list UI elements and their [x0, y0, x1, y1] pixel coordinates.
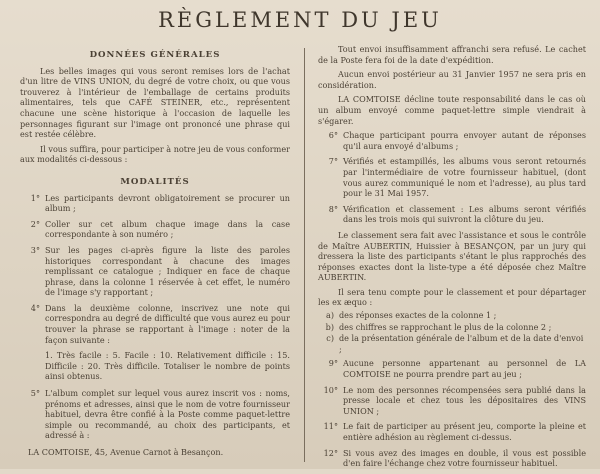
- rule-number: 3°: [30, 244, 40, 255]
- rule-item-8: [318, 204, 586, 225]
- rule-item-11: [318, 421, 586, 442]
- rule-item-10: [318, 385, 586, 417]
- rule-item-4: [20, 303, 290, 345]
- criterion-text: des réponses exactes de la colonne 1 ;: [339, 310, 497, 321]
- column-divider: [304, 48, 305, 462]
- rule-number: 10°: [323, 384, 338, 395]
- rule-text: Aucune personne appartenant au personnel de LA COMTOISE ne pourra prendre part au jeu ;: [343, 358, 586, 380]
- general-paragraph-2: Il vous suffira, pour participer à notre jeu de vous conformer aux modalités ci-dessous :: [20, 143, 290, 165]
- rule-item-5: [20, 388, 290, 441]
- rule-number: 8°: [328, 203, 338, 214]
- rule-number: 6°: [328, 130, 338, 141]
- left-column: [20, 46, 290, 458]
- rule-number: 1°: [30, 192, 40, 203]
- criterion-text: des chiffres se rapprochant le plus de la colonne 2 ;: [339, 321, 552, 332]
- difficulty-scale: 1. Très facile : 5. Facile : 10. Relativement difficile : 15. Difficile : 20. Très difficile. Totaliser le nombre de points ainsi obtenus.: [45, 350, 290, 382]
- mailing-address: LA COMTOISE, 45, Avenue Carnot à Besançon.: [28, 447, 224, 457]
- liability-paragraph: LA COMTOISE décline toute responsabilité dans le cas où un album envoyé comme paquet-lettre simple viendrait à s'égarer.: [318, 94, 586, 126]
- rule-number: 9°: [328, 358, 338, 369]
- postage-paragraph: Tout envoi insuffisamment affranchi sera refusé. Le cachet de la Poste fera foi de la date d'expédition.: [318, 44, 586, 65]
- rule-text: Coller sur cet album chaque image dans la case correspondante à son numéro ;: [45, 218, 290, 240]
- general-heading: DONNÉES GÉNÉRALES: [89, 50, 221, 60]
- rule-number: 5°: [30, 388, 40, 399]
- general-paragraph-1: Les belles images qui vous seront remises lors de l'achat d'un litre de VINS UNION, du degré de votre choix, ou que vous trouverez à l'intérieur de l'emballage de certains produits alimentaires, tels que CAFÉ STEINER, etc., représentent chacune une scène historique à l'occasion de laquelle les personnages figurant sur l'image ont prononcé une phrase qui est restée célèbre.: [20, 65, 290, 140]
- criterion-letter: b): [325, 321, 334, 332]
- rule-number: 2°: [30, 218, 40, 229]
- rule-text: Si vous avez des images en double, il vous est possible d'en faire l'échange chez votre fournisseur habituel.: [343, 447, 586, 469]
- rule-text: Dans la deuxième colonne, inscrivez une note qui correspondra au degré de difficulté que vous aurez eu pour trouver la phrase se rapportant à l'image : noter de la façon suivante :: [45, 302, 290, 345]
- classification-paragraph: Le classement sera fait avec l'assistance et sous le contrôle de Maître AUBERTIN, Huissier à BESANÇON, par un jury qui dressera la liste des participants s'étant le plus rapprochés des réponses exactes dont la liste-type a été déposée chez Maître AUBERTIN.: [318, 229, 586, 283]
- rule-item-7: [318, 156, 586, 198]
- rule-text: Le fait de participer au présent jeu, comporte la pleine et entière adhésion au règlement ci-dessus.: [343, 421, 586, 442]
- rule-text: Vérifiés et estampillés, les albums vous seront retournés par l'intermédiaire de votre fournisseur habituel, (dont vous aurez communiqué le nom et l'adresse), au plus tard pour le 31 Mai 1957.: [343, 156, 586, 199]
- rule-text: L'album complet sur lequel vous aurez inscrit vos : noms, prénoms et adresses, ainsi que le nom de votre fournisseur habituel, devra être confié à la Poste comme paquet-lettre simple ou recommandé, au choix des participants, et adressé à :: [45, 388, 290, 441]
- criterion-letter: a): [326, 310, 334, 321]
- tiebreak-criterion-c: [318, 333, 586, 354]
- rule-text: Chaque participant pourra envoyer autant de réponses qu'il aura envoyé d'albums ;: [343, 130, 586, 151]
- rule-item-3: [20, 245, 290, 298]
- rule-item-2: [20, 219, 290, 240]
- deadline-paragraph: Aucun envoi postérieur au 31 Janvier 1957 ne sera pris en considération.: [318, 69, 586, 90]
- page-title: RÈGLEMENT DU JEU: [158, 8, 442, 32]
- rule-item-9: [318, 358, 586, 379]
- rule-item-12: [318, 448, 586, 469]
- tiebreak-criterion-a: [318, 310, 586, 321]
- rule-text: Vérification et classement : Les albums seront vérifiés dans les trois mois qui suivront la clôture du jeu.: [343, 203, 586, 225]
- rule-text: Le nom des personnes récompensées sera publié dans la presse locale et chez tous les dépositaires des VINS UNION ;: [343, 384, 586, 416]
- rule-number: 11°: [323, 421, 338, 432]
- tiebreak-paragraph: Il sera tenu compte pour le classement et pour départager les ex æquo :: [318, 286, 586, 308]
- criterion-letter: c): [326, 333, 334, 344]
- rule-item-1: [20, 193, 290, 214]
- tiebreak-criterion-b: [318, 322, 586, 333]
- rule-number: 12°: [323, 447, 338, 458]
- rule-text: Sur les pages ci-après figure la liste des paroles historiques correspondant à chacune des images remplissant ce catalogue ; Indiquer en face de chaque phrase, dans la colonne 1 réservée à cet effet, le numéro de l'image s'y rapportant ;: [45, 244, 290, 298]
- rule-text: Les participants devront obligatoirement se procurer un album ;: [45, 192, 290, 214]
- criterion-text: de la présentation générale de l'album et de la date d'envoi ;: [339, 333, 584, 354]
- right-column: [318, 44, 586, 474]
- modalites-heading: MODALITÉS: [120, 176, 190, 187]
- rule-item-6: [318, 130, 586, 151]
- rule-number: 7°: [328, 156, 338, 167]
- rule-number: 4°: [30, 302, 40, 313]
